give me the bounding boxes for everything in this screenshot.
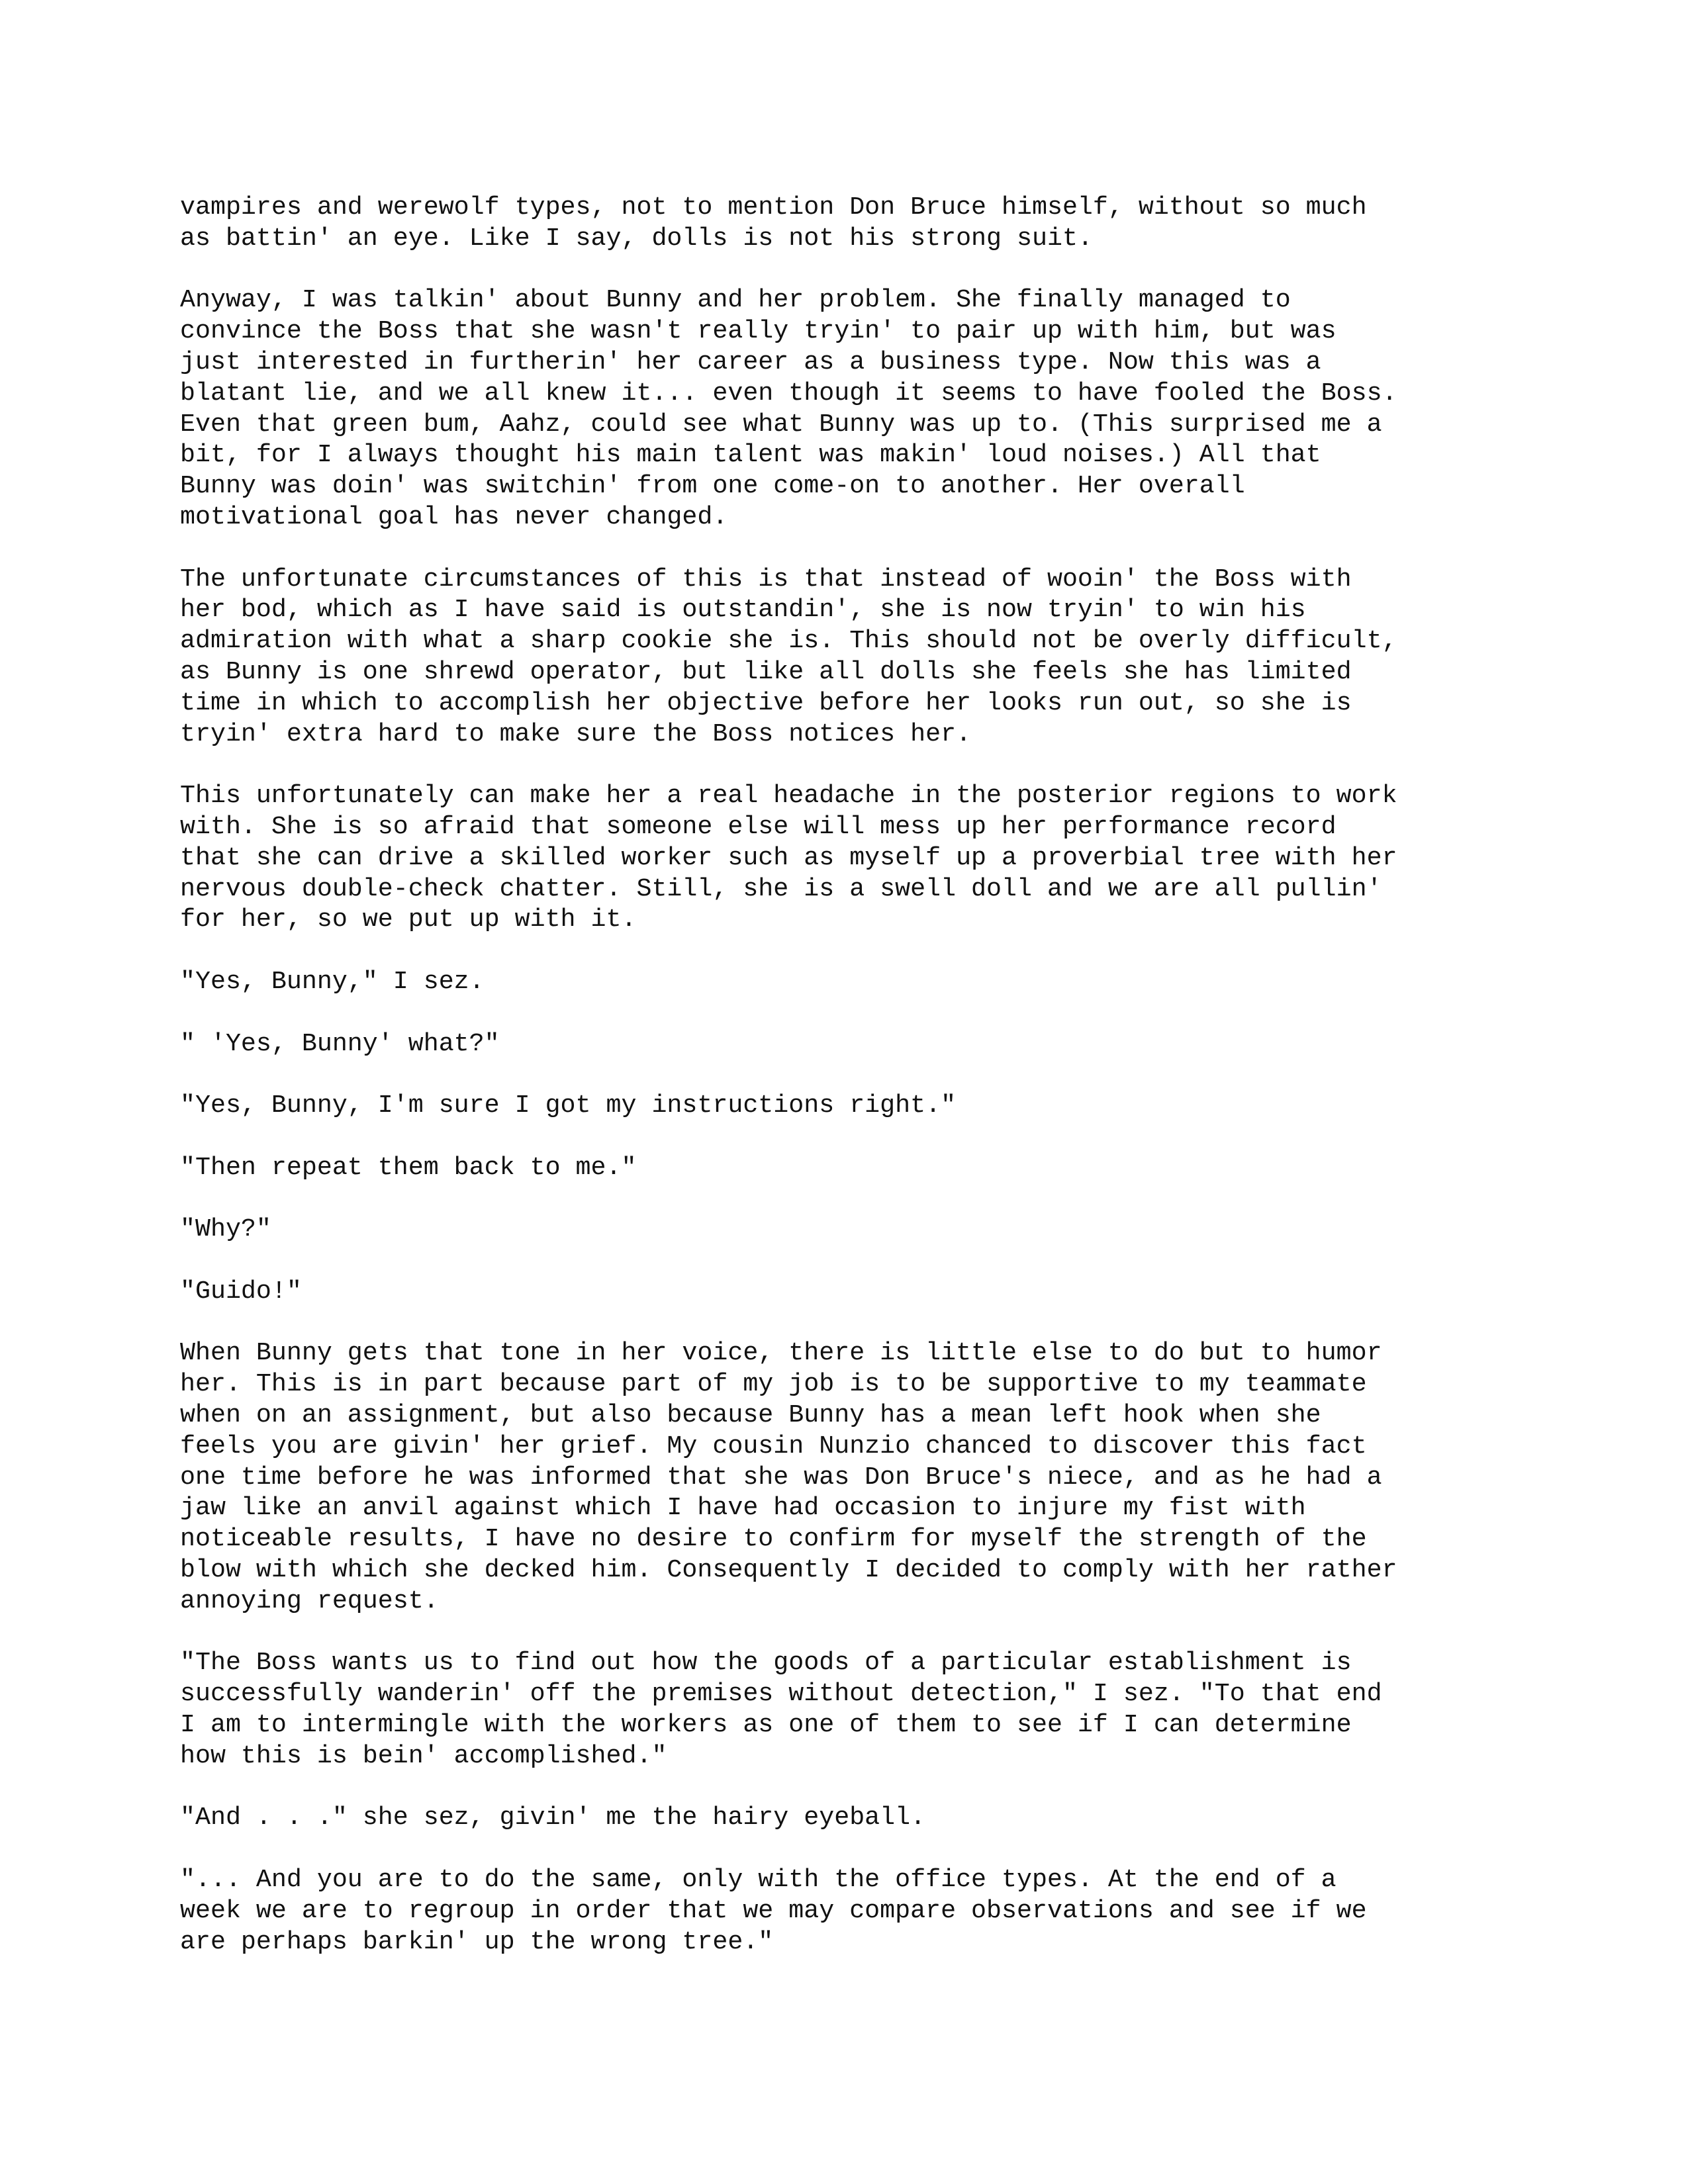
paragraph: vampires and werewolf types, not to mention Don Bruce himself, without so much as battin' an eye. Like I say, dolls is not his strong suit. xyxy=(180,193,1367,253)
dialogue-line: "... And you are to do the same, only with the office types. At the end of a week we are to regroup in order that we may compare observations and see if we are perhaps barkin' up the wrong tree." xyxy=(180,1865,1367,1956)
dialogue-line: " 'Yes, Bunny' what?" xyxy=(180,1028,500,1058)
dialogue-line: "And . . ." she sez, givin' me the hairy eyeball. xyxy=(180,1803,926,1833)
paragraph: When Bunny gets that tone in her voice, there is little else to do but to humor her. This is in part because part of my job is to be supportive to my teammate when on an assignment, but also because Bunny has a mean left hook when she feels you are givin' her grief. My cousin Nunzio chanced to discover this fact one time before he was informed that she was Don Bruce's niece, and as he had a jaw like an anvil against which I have had occasion to injure my fist with noticeable results, I have no desire to confirm for myself the strength of the blow with which she decked him. Consequently I decided to comply with her rather annoying request. xyxy=(180,1338,1397,1615)
dialogue-line: "Yes, Bunny, I'm sure I got my instructions right." xyxy=(180,1091,957,1120)
paragraph: Anyway, I was talkin' about Bunny and her problem. She finally managed to convince the Boss that she wasn't really tryin' to pair up with him, but was just interested in furtherin' her career as a business type. Now this was a blatant lie, and we all knew it... even though it seems to have fooled the Boss. Even that green bum, Aahz, could see what Bunny was up to. (This surprised me a bit, for I always thought his main talent was makin' loud noises.) All that Bunny was doin' was switchin' from one come-on to another. Her overall motivational goal has never changed. xyxy=(180,285,1397,531)
document-page xyxy=(180,192,1511,1957)
dialogue-line: "Guido!" xyxy=(180,1276,302,1306)
dialogue-line: "Then repeat them back to me." xyxy=(180,1152,637,1182)
dialogue-line: "Yes, Bunny," I sez. xyxy=(180,966,485,996)
paragraph: The unfortunate circumstances of this is that instead of wooin' the Boss with her bod, which as I have said is outstandin', she is now tryin' to win his admiration with what a sharp cookie she is. This should not be overly difficult, as Bunny is one shrewd operator, but like all dolls she feels she has limited time in which to accomplish her objective before her looks run out, so she is tryin' extra hard to make sure the Boss notices her. xyxy=(180,564,1397,749)
dialogue-line: "The Boss wants us to find out how the goods of a particular establishment is successfully wanderin' off the premises without detection," I sez. "To that end I am to intermingle with the workers as one of them to see if I can determine how this is bein' accomplished." xyxy=(180,1648,1382,1770)
dialogue-line: "Why?" xyxy=(180,1214,271,1244)
paragraph: This unfortunately can make her a real headache in the posterior regions to work with. She is so afraid that someone else will mess up her performance record that she can drive a skilled worker such as myself up a proverbial tree with her nervous double-check chatter. Still, she is a swell doll and we are all pullin' for her, so we put up with it. xyxy=(180,781,1397,934)
